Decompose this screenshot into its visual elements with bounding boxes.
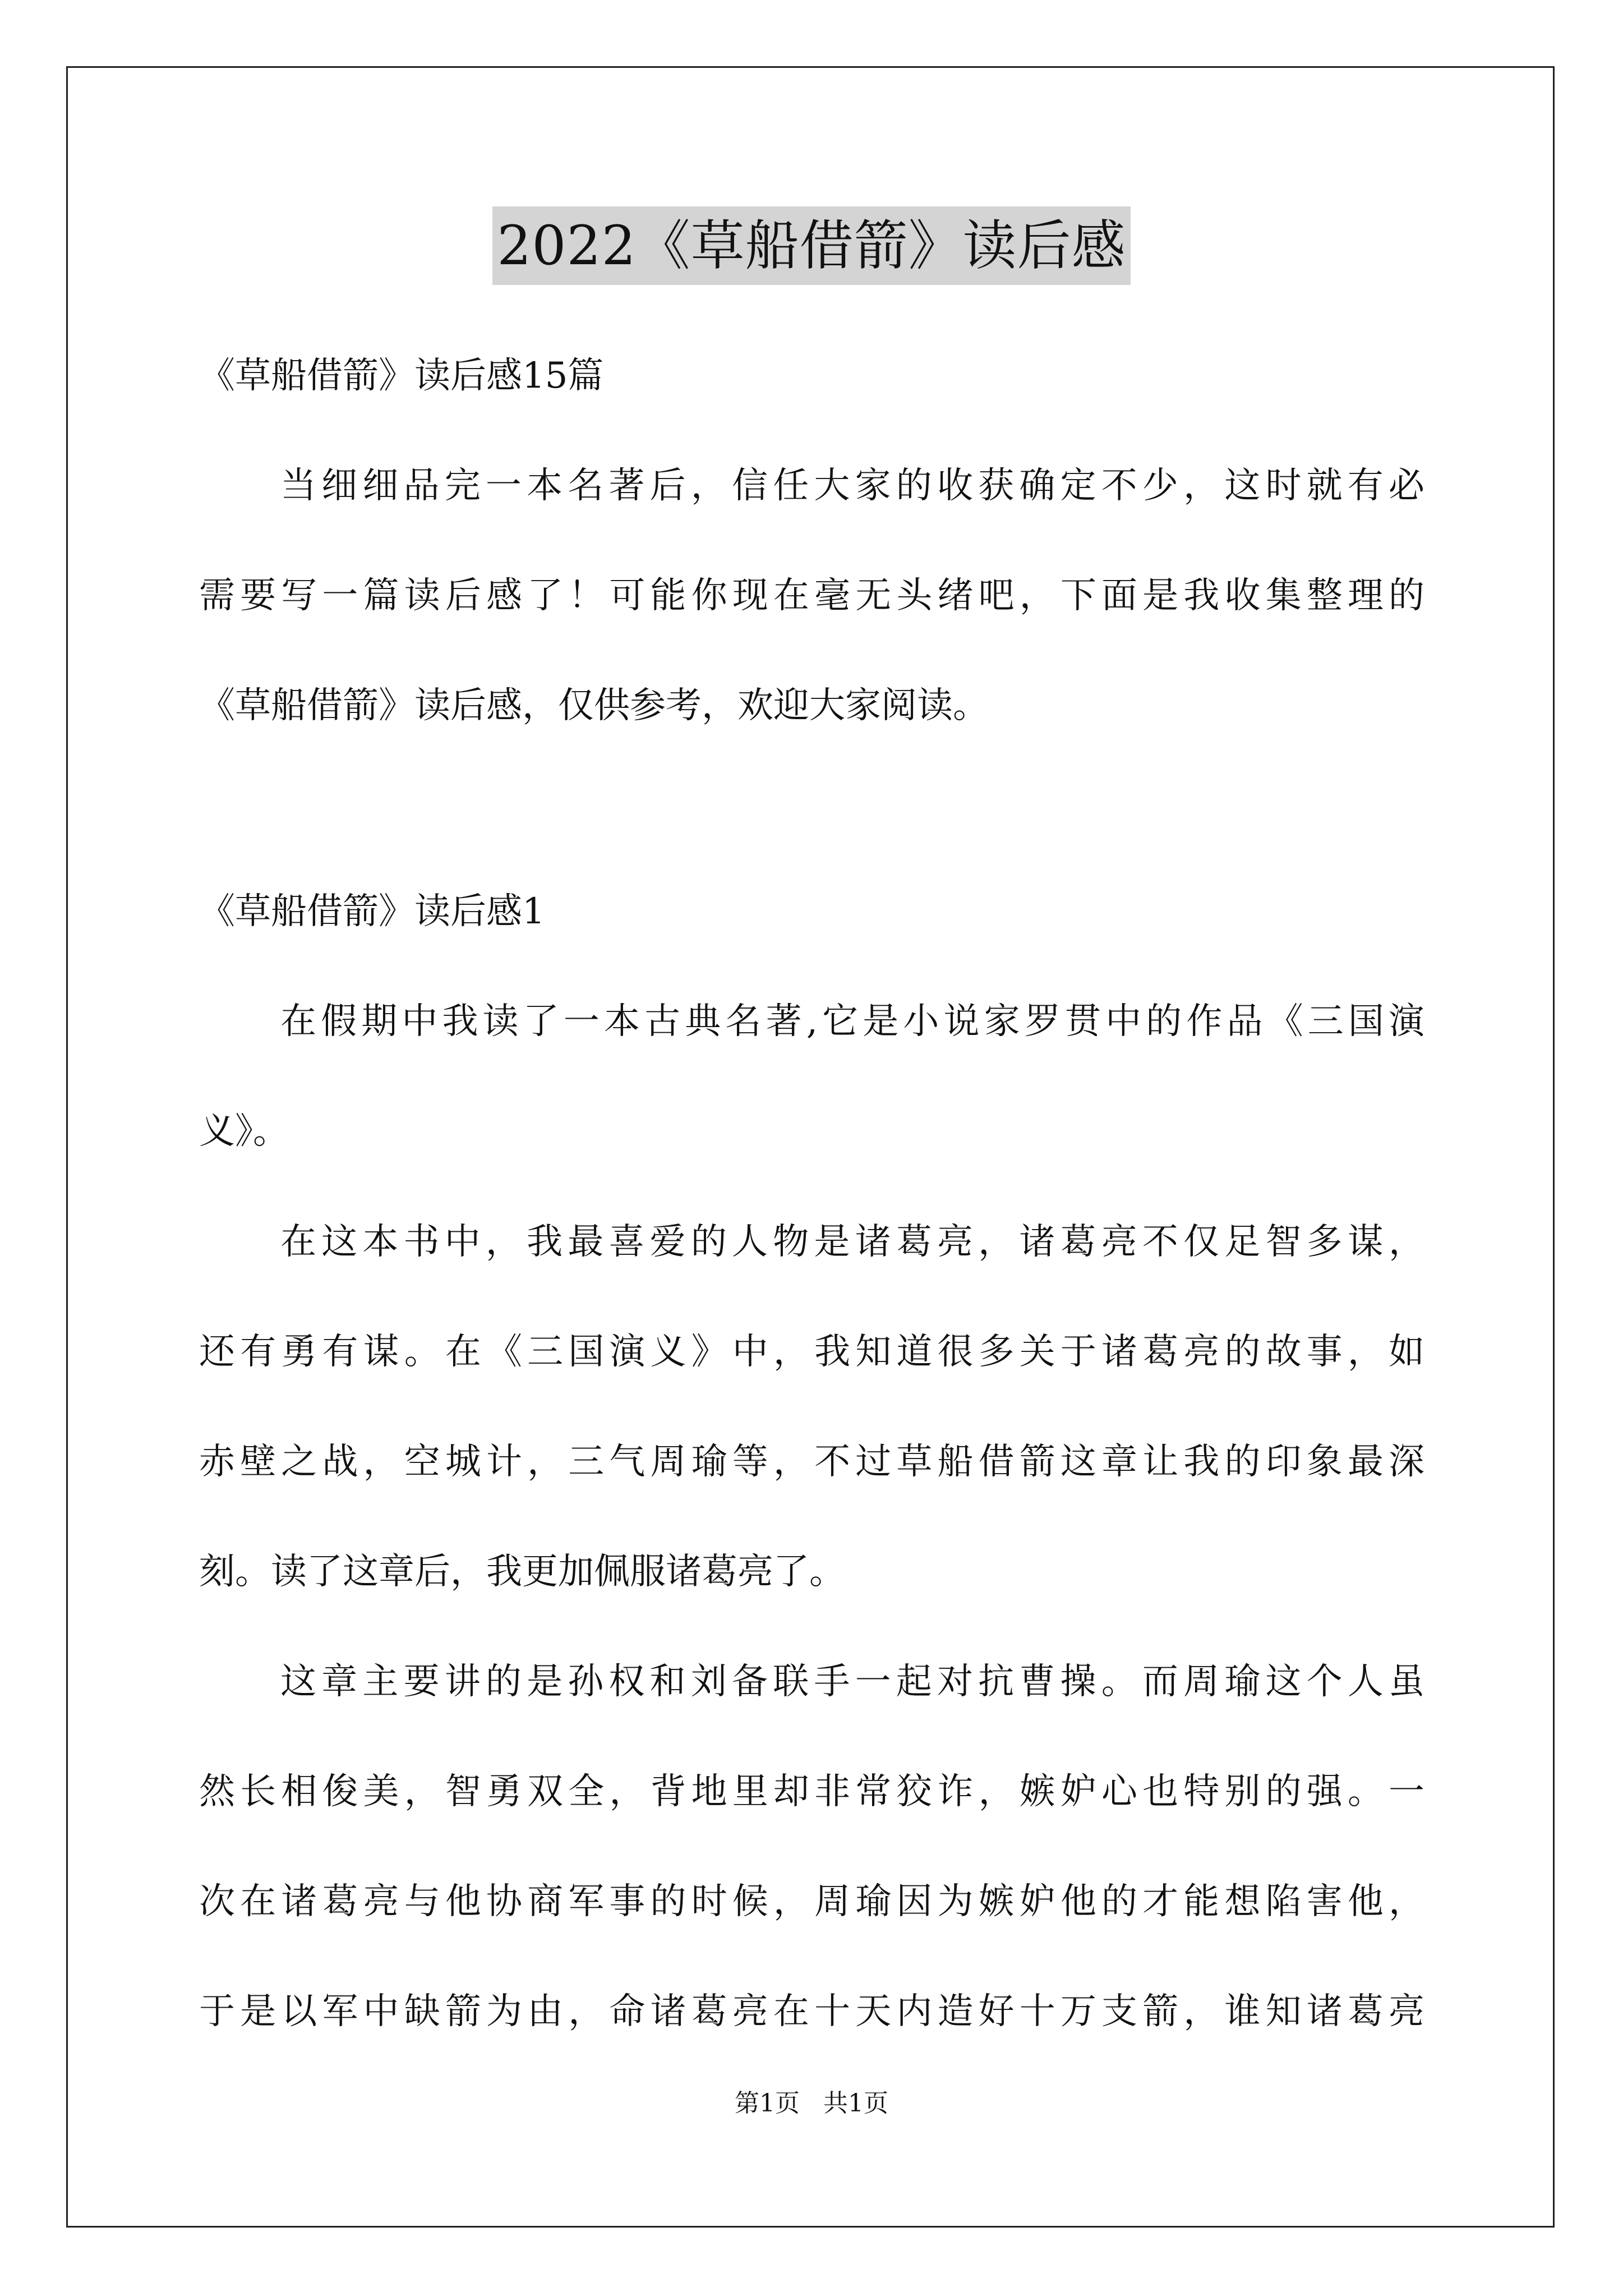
paragraph2-line-3: 赤壁之战，空城计，三气周瑜等，不过草船借箭这章让我的印象最深 [199,1441,1424,1483]
paragraph1-line-1: 在假期中我读了一本古典名著,它是小说家罗贯中的作品《三国演 [280,1001,1424,1042]
title-container [0,206,1623,285]
paragraph2-line-4: 刻。读了这章后，我更加佩服诸葛亮了。 [199,1551,845,1593]
intro-line-2: 需要写一篇读后感了！可能你现在毫无头绪吧，下面是我收集整理的 [199,575,1424,616]
paragraph2-line-2: 还有勇有谋。在《三国演义》中，我知道很多关于诸葛亮的故事，如 [199,1331,1424,1373]
intro-line-1: 当细细品完一本名著后，信任大家的收获确定不少，这时就有必 [280,465,1424,507]
section-heading: 《草船借箭》读后感1 [199,891,545,932]
paragraph2-line-1: 在这本书中，我最喜爱的人物是诸葛亮，诸葛亮不仅足智多谋， [280,1221,1424,1263]
paragraph3-line-3: 次在诸葛亮与他协商军事的时候，周瑜因为嫉妒他的才能想陷害他， [199,1881,1424,1922]
page-footer: 第1页 共1页 [735,2089,888,2118]
paragraph3-line-4: 于是以军中缺箭为由，命诸葛亮在十天内造好十万支箭，谁知诸葛亮 [199,1991,1424,2032]
paragraph3-line-2: 然长相俊美，智勇双全，背地里却非常狡诈，嫉妒心也特别的强。一 [199,1771,1424,1812]
paragraph3-line-1: 这章主要讲的是孙权和刘备联手一起对抗曹操。而周瑜这个人虽 [280,1661,1424,1703]
document-title: 2022《草船借箭》读后感 [492,206,1130,285]
paragraph1-line-2: 义》。 [199,1111,289,1152]
subtitle: 《草船借箭》读后感15篇 [199,355,604,397]
intro-line-3: 《草船借箭》读后感，仅供参考，欢迎大家阅读。 [199,685,989,726]
